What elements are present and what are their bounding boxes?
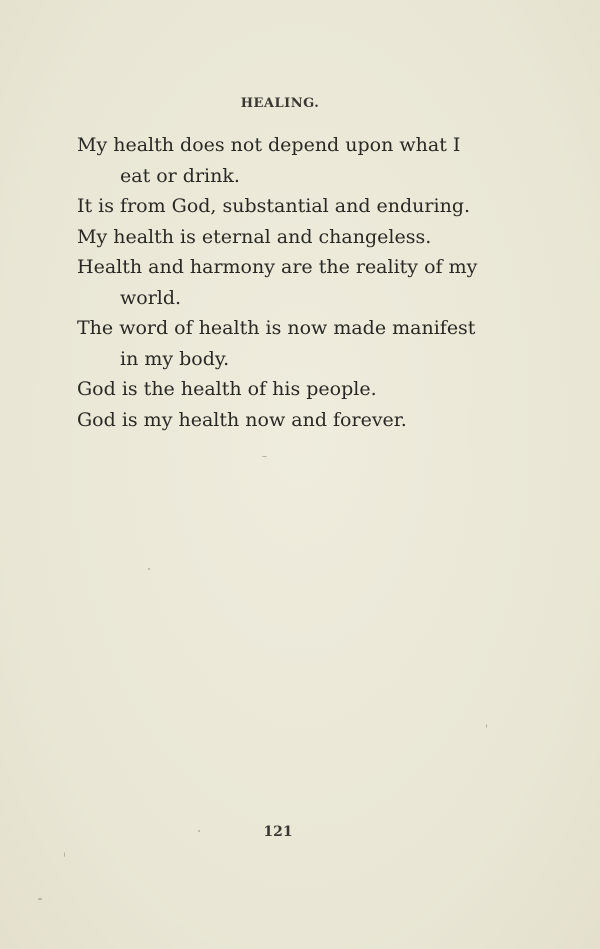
text-line-7: The word of health is now made manifest [77,317,476,339]
text-line-9: God is the health of his people. [77,378,377,400]
text-line-6: world. [120,286,182,309]
paper-speck [64,852,65,857]
text-line-3: It is from God, substantial and enduring. [77,195,471,217]
text-line-8: in my body. [120,347,230,370]
paper-speck [486,724,487,728]
paper-speck [38,898,42,900]
text-line-10: God is my health now and forever. [77,408,407,431]
body-text [77,130,497,435]
text-line-2: eat or drink. [120,164,240,187]
running-head: HEALING. [240,96,320,111]
text-line-4: My health is eternal and changeless. [77,225,432,248]
paper-speck [148,568,150,570]
text-line-5: Health and harmony are the reality of my [77,256,478,278]
paper-speck [262,456,267,457]
page-number: 121 [263,824,293,840]
paper-speck [198,830,200,832]
text-line-1: My health does not depend upon what I [77,134,461,156]
